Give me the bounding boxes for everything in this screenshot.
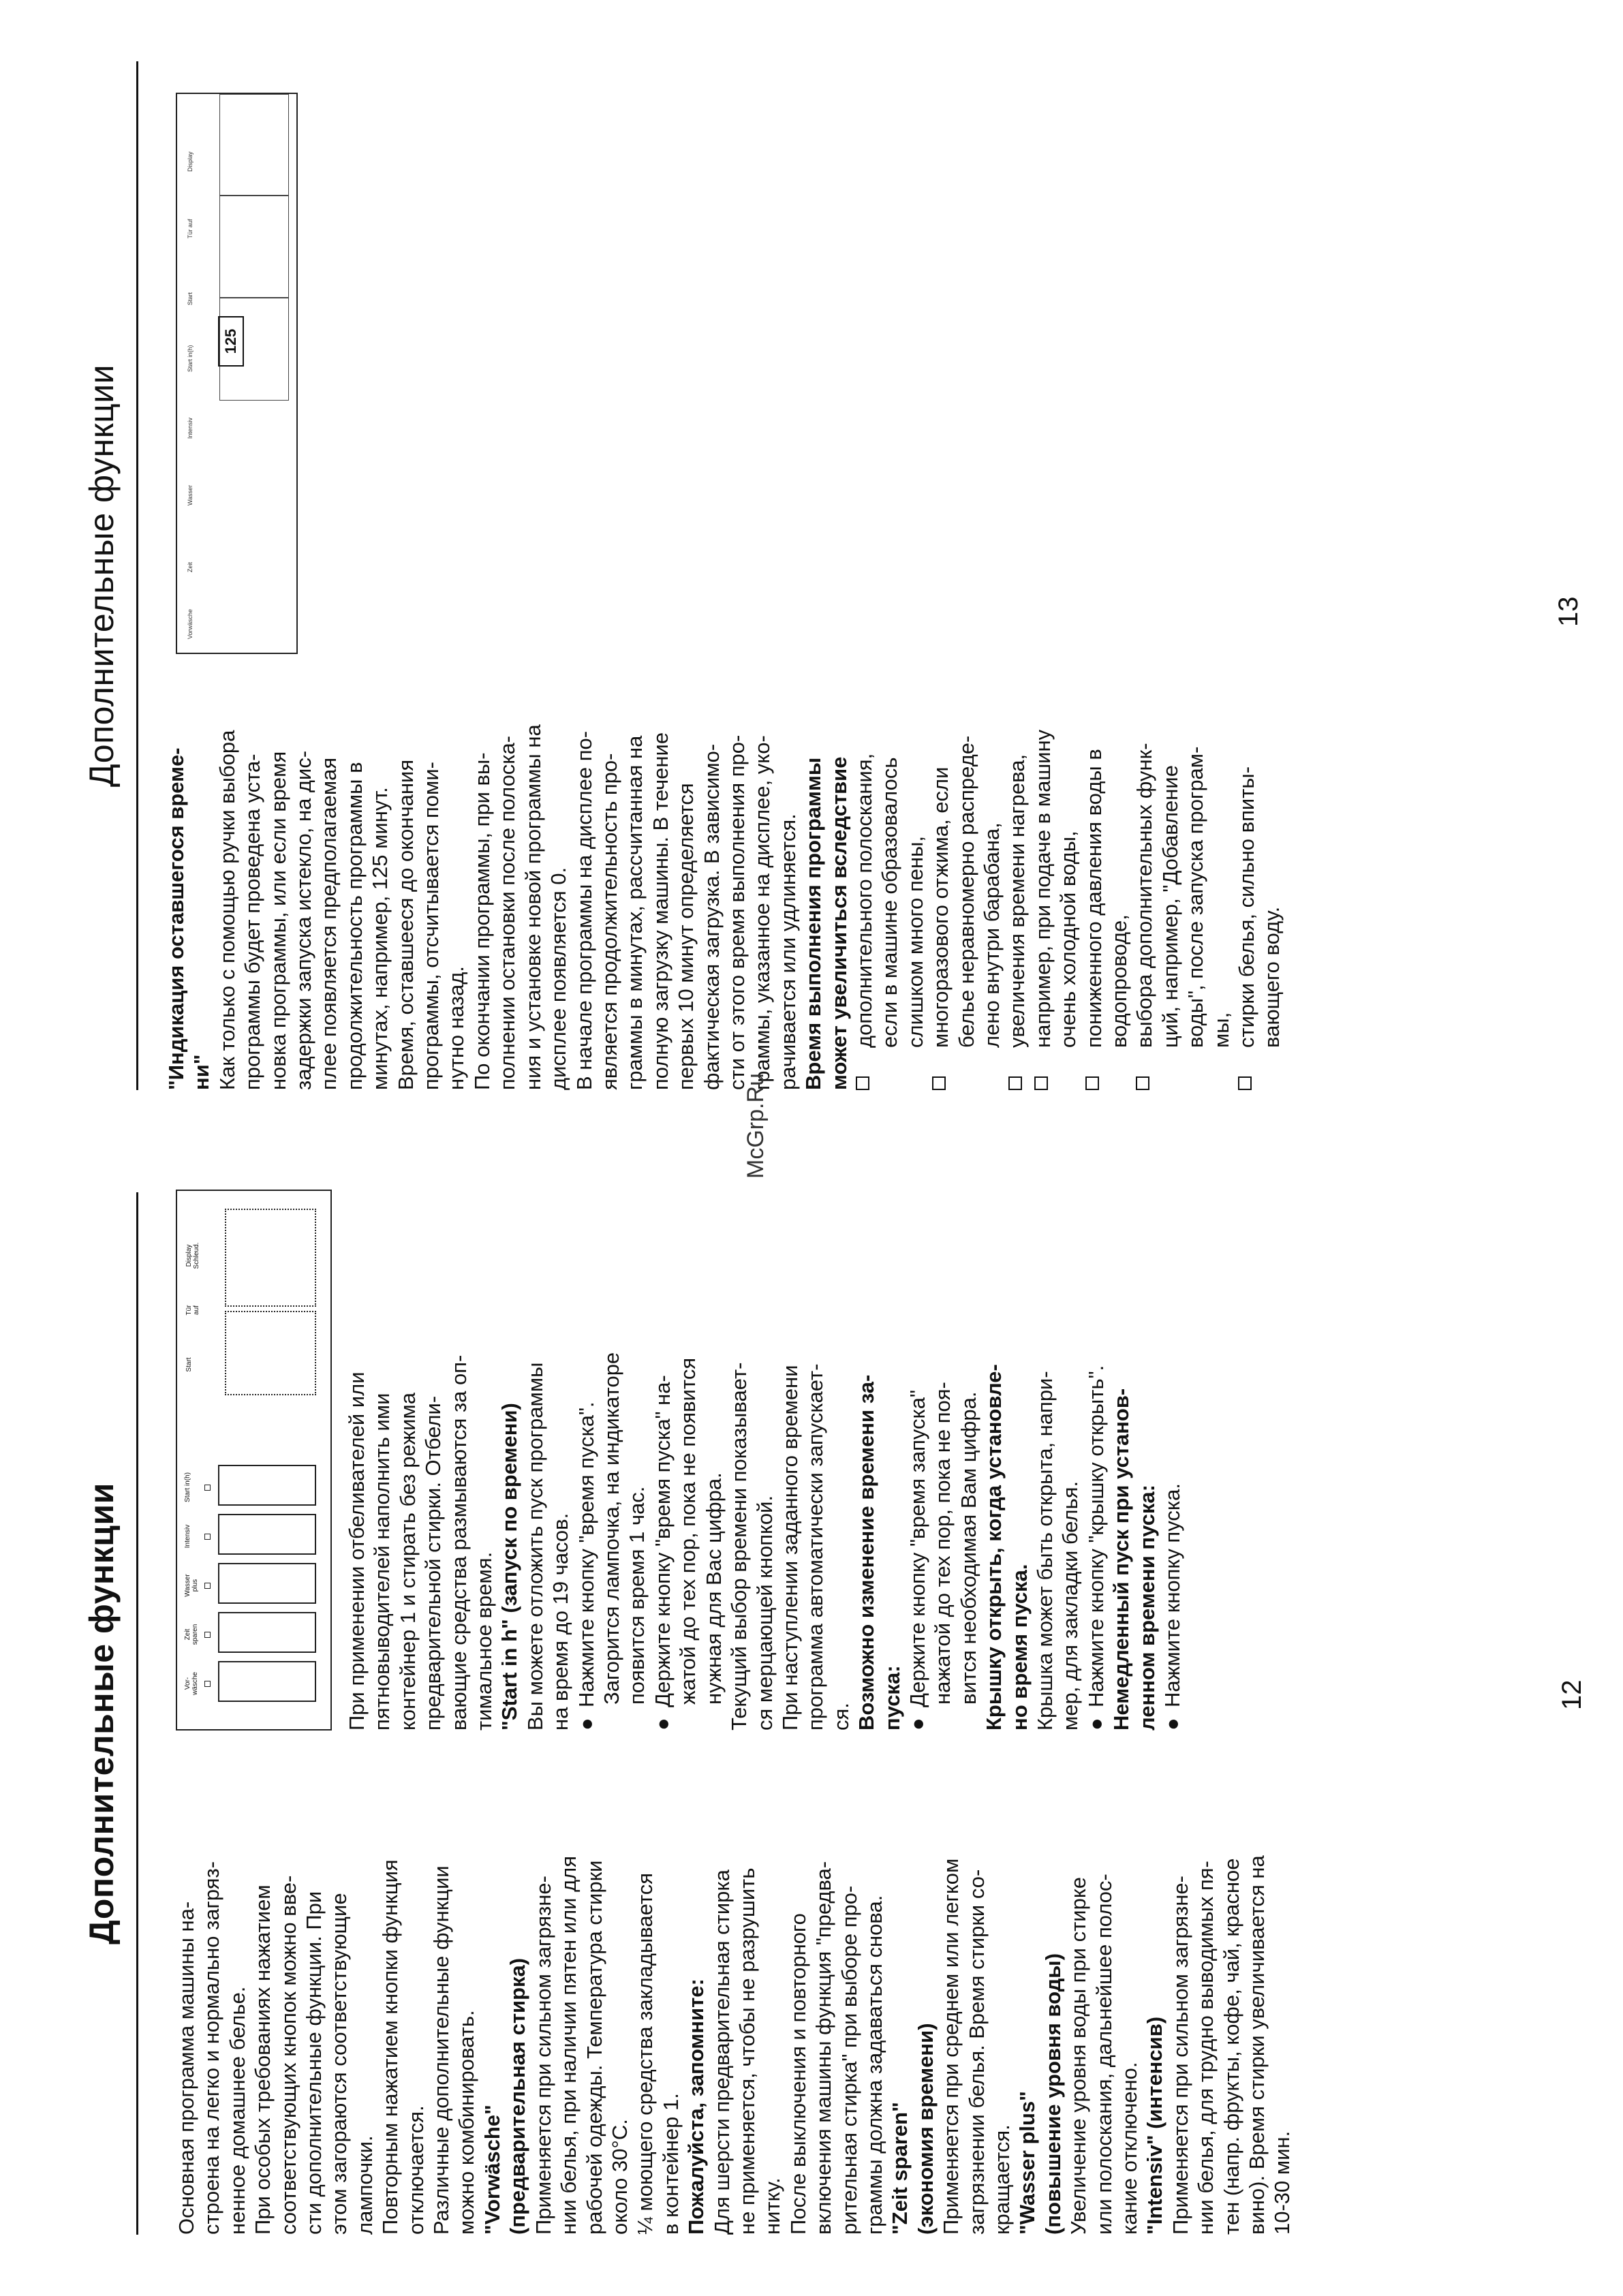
text-line	[624, 1185, 649, 1731]
text-line-content: граммы должна задаваться снова.	[862, 1895, 886, 2235]
text-line	[928, 668, 953, 1090]
text-line-content: дисплее появляется 0.	[546, 867, 571, 1090]
text-line	[301, 1744, 326, 2235]
text-line	[352, 1744, 377, 2235]
text-line	[420, 1185, 446, 1731]
text-line-content: Крышка может быть открыта, напри-	[1032, 1371, 1057, 1731]
text-line-content: новка программы, или если время	[266, 751, 290, 1090]
text-line	[1168, 1744, 1193, 2235]
text-line	[913, 1744, 938, 2235]
text-line	[1107, 668, 1132, 1090]
display-figure	[176, 93, 298, 654]
text-line-content: задержки запуска истекло, на дис-	[292, 750, 316, 1090]
text-line	[1193, 1744, 1218, 2235]
text-line	[709, 1744, 735, 2235]
text-line-content: загрязнении белья. Время стирки со-	[964, 1869, 989, 2235]
text-line-content: Пожалуйста, запомните:	[684, 1979, 709, 2235]
text-line-content: включения машины функция "предва-	[812, 1861, 836, 2235]
text-line-content: тен (напр. фрукты, кофе, чай, красное	[1219, 1858, 1243, 2235]
display-cell	[219, 195, 289, 298]
text-line	[1132, 668, 1157, 1090]
text-line-content: Немедленный пуск при установ-	[1109, 1388, 1134, 1731]
checkbox-bullet-icon	[856, 1076, 869, 1090]
text-line	[981, 1185, 1006, 1731]
text-line	[1015, 1744, 1040, 2235]
text-line-content: Держите кнопку "время запуска"	[905, 1389, 929, 1707]
text-line	[505, 1744, 530, 2235]
text-line	[342, 668, 367, 1090]
text-line-content: продолжительность программы в	[342, 762, 367, 1090]
text-line	[752, 1185, 777, 1731]
text-line	[497, 1185, 522, 1731]
text-line-content: не применяется, чтобы не разрушить	[735, 1867, 759, 2235]
text-line-content: Загорится лампочка, на индикаторе	[600, 1352, 624, 1705]
text-line-content: мер, для закладки белья.	[1058, 1480, 1083, 1731]
text-line-content: "Wasser plus"	[1015, 2091, 1040, 2235]
text-line-content: Применяется при сильном загрязне-	[531, 1876, 555, 2235]
text-line	[316, 668, 341, 1090]
text-line	[1055, 668, 1081, 1090]
text-line	[174, 1744, 199, 2235]
text-line	[395, 1185, 420, 1731]
text-line	[826, 668, 852, 1090]
text-line	[811, 1744, 836, 2235]
text-line	[1234, 668, 1259, 1090]
panel-button	[218, 1465, 316, 1506]
text-line	[199, 1744, 224, 2235]
text-line	[607, 1744, 632, 2235]
text-line-content: нии белья, при наличии пятен или для	[557, 1855, 581, 2235]
text-line-content: пуска:	[880, 1665, 904, 1731]
panel-button-label: Intensiv	[184, 1524, 191, 1549]
bullet-icon: ●	[650, 1718, 675, 1731]
text-line-content: нутно назад.	[444, 966, 469, 1090]
text-line	[801, 668, 826, 1090]
text-line-content: белье неравномерно распреде-	[954, 735, 978, 1048]
text-line-content: Увеличение уровня воды при стирке	[1066, 1876, 1091, 2235]
text-line-content: но время пуска.	[1007, 1564, 1032, 1731]
text-line-content: может увеличиться вследствие	[826, 756, 851, 1090]
text-line	[582, 1744, 607, 2235]
text-line	[240, 668, 265, 1090]
text-line-content: Держите кнопку "время пуска" на-	[650, 1375, 675, 1707]
text-line-content: Применяется при сильном загрязне-	[1168, 1876, 1192, 2235]
text-line	[1269, 1744, 1295, 2235]
display-label: Wasser	[187, 484, 194, 506]
text-line	[724, 668, 749, 1090]
text-line-content: нитку.	[760, 2177, 785, 2235]
text-line-content: программы будет проведена уста-	[241, 754, 265, 1090]
panel-button	[218, 1514, 316, 1555]
text-line	[393, 668, 418, 1090]
text-line	[1040, 1744, 1066, 2235]
text-line	[250, 1744, 275, 2235]
text-line	[1081, 668, 1107, 1090]
text-line	[1007, 1185, 1032, 1731]
panel-button	[218, 1612, 316, 1653]
text-line-content: Нажмите кнопку "время пуска".	[574, 1401, 598, 1707]
text-line	[877, 668, 902, 1090]
text-line-content: фактическая загрузка. В зависимо-	[699, 743, 724, 1090]
text-line-content: стирки белья, сильно впиты-	[1235, 766, 1259, 1048]
text-line	[1092, 1744, 1117, 2235]
text-column	[164, 668, 1285, 1090]
text-line	[599, 1185, 624, 1731]
text-line	[472, 1185, 497, 1731]
text-line	[632, 1744, 658, 2235]
text-line	[648, 668, 673, 1090]
text-line-content: "Intensiv" (интенсив)	[1143, 2016, 1167, 2235]
text-line	[495, 668, 520, 1090]
text-line	[749, 668, 775, 1090]
text-line-content: первых 10 минут определяется	[674, 783, 698, 1090]
page-header	[48, 1192, 138, 2235]
panel-area	[225, 1209, 316, 1307]
text-line-content: программы, отсчитывается поми-	[419, 762, 444, 1090]
text-line	[418, 668, 444, 1090]
text-line-content: рачивается или удлиняется.	[775, 813, 800, 1090]
panel-label: Start	[185, 1357, 193, 1372]
text-line	[521, 668, 546, 1090]
text-line-content: Крышку открыть, когда установле-	[982, 1364, 1006, 1731]
text-line	[735, 1744, 760, 2235]
text-line-content: лампочки.	[352, 2135, 377, 2235]
text-line	[215, 668, 240, 1090]
text-line-content: появится время 1 час.	[625, 1486, 649, 1705]
text-line-content: При применении отбеливателей или	[345, 1371, 369, 1731]
text-line-content: полнении остановки после полоска-	[495, 735, 520, 1090]
text-line-content: "Vorwäsche"	[480, 2105, 504, 2235]
text-line	[880, 1185, 905, 1731]
text-line	[862, 1744, 887, 2235]
text-line	[938, 1744, 963, 2235]
text-line	[777, 1185, 803, 1731]
text-line	[658, 1744, 683, 2235]
panel-button	[218, 1661, 316, 1702]
indicator-lamp-icon	[204, 1534, 211, 1540]
text-line-content: программа автоматически запускает-	[803, 1363, 828, 1731]
text-line-content: При особых требованиях нажатием	[251, 1884, 275, 2235]
text-line	[699, 668, 724, 1090]
text-line	[1244, 1744, 1269, 2235]
text-line-content: рабочей одежды. Температура стирки	[582, 1860, 606, 2235]
page-number: 12	[1557, 1679, 1587, 1710]
bullet-icon: ●	[1160, 1718, 1184, 1731]
text-line	[454, 1744, 479, 2235]
page-header	[48, 61, 138, 1090]
text-line-content: При наступлении заданного времени	[777, 1365, 802, 1731]
text-line-content: Применяется при среднем или легком	[939, 1858, 963, 2235]
text-line-content: предварительной стирки. Отбели-	[421, 1395, 446, 1731]
text-line	[1083, 1185, 1109, 1731]
text-line-content: ни"	[189, 1054, 214, 1090]
text-line	[572, 668, 597, 1090]
text-line-content: соответствующих кнопок можно вве-	[276, 1875, 300, 2235]
page-12	[0, 1145, 1623, 2296]
checkbox-bullet-icon	[1136, 1076, 1149, 1090]
text-line-content: рительная стирка" при выборе про-	[837, 1885, 861, 2235]
text-line	[803, 1185, 828, 1731]
text-line-content: мы,	[1209, 1012, 1233, 1048]
text-line-content: Время, оставшееся до окончания	[393, 759, 418, 1090]
text-line-content: ленном времени пуска:	[1134, 1485, 1159, 1731]
text-line-content: сти дополнительные функции. При	[302, 1891, 326, 2235]
text-line-content: Как только с помощью ручки выбора	[215, 730, 239, 1090]
display-label: Display	[187, 151, 194, 172]
text-line	[225, 1744, 250, 2235]
text-line	[979, 668, 1004, 1090]
text-line-content: (предварительная стирка)	[506, 1957, 530, 2235]
text-line-content: сти от этого время выполнения про-	[724, 734, 749, 1090]
text-line	[326, 1744, 352, 2235]
indicator-lamp-icon	[204, 1583, 211, 1589]
display-label: Zeit	[187, 561, 194, 572]
text-line-content: граммы, указанное на дисплее, уко-	[750, 735, 775, 1090]
text-line	[854, 1185, 879, 1731]
text-line-content: дополнительного полоскания,	[852, 753, 876, 1048]
page-number: 13	[1554, 596, 1583, 627]
text-line	[1066, 1744, 1091, 2235]
text-line-content: воды", после запуска програм-	[1184, 746, 1208, 1048]
text-line	[989, 1744, 1015, 2235]
text-column-1	[174, 1744, 1295, 2235]
text-line	[675, 1185, 700, 1731]
panel-button-label: Wasser plus	[184, 1574, 199, 1597]
checkbox-bullet-icon	[932, 1076, 946, 1090]
text-line-content: минутах, например, 125 минут.	[368, 787, 392, 1090]
bullet-icon: ●	[574, 1718, 598, 1731]
indicator-lamp-icon	[204, 1485, 211, 1491]
page-title: Дополнительные функции	[82, 1483, 121, 1944]
text-line-content: вино). Время стирки увеличивается на	[1245, 1855, 1269, 2235]
text-line-content: Текущий выбор времени показывает-	[727, 1362, 752, 1731]
text-line-content: нужная для Вас цифра.	[701, 1472, 726, 1705]
text-line-content: Вы можете отложить пуск программы	[523, 1362, 547, 1731]
text-line-content: кращается.	[990, 2124, 1014, 2235]
text-line	[622, 668, 647, 1090]
text-line-content: в контейнер 1.	[658, 2093, 683, 2235]
text-line-content: пониженного давления воды в	[1081, 749, 1106, 1048]
display-label: Intensiv	[187, 417, 194, 439]
panel-button-label: Vor- wäsche	[184, 1672, 199, 1695]
text-line-content: контейнер 1 и стирать без режима	[395, 1393, 420, 1731]
text-line-content: нии белья, для трудно выводимых пя-	[1194, 1861, 1218, 2235]
text-line-content: этом загораются соответствующие	[327, 1893, 352, 2235]
text-line	[726, 1185, 752, 1731]
text-line	[291, 668, 316, 1090]
text-line	[964, 1744, 989, 2235]
text-line-content: Повторным нажатием кнопки функция	[378, 1859, 403, 2235]
text-line-content: тимальное время.	[472, 1551, 497, 1731]
text-line-content: на время до 19 часов.	[548, 1512, 573, 1731]
text-line-content: ся мерцающей кнопкой.	[752, 1495, 777, 1731]
text-line	[1219, 1744, 1244, 2235]
text-line-content: "Индикация оставшегося време-	[164, 747, 188, 1090]
display-label: Vorwäsche	[187, 608, 194, 639]
text-line-content: пятновыводителей наполнить ими	[370, 1393, 395, 1731]
text-line-content: ния и установке новой программы на	[521, 724, 545, 1090]
display-label: Tür auf	[187, 219, 194, 238]
text-line	[1117, 1744, 1142, 2235]
text-line	[429, 1744, 454, 2235]
text-line-content: около 30°С.	[607, 2119, 632, 2235]
text-line	[1030, 668, 1055, 1090]
text-line-content: В начале программы на дисплее по-	[572, 730, 596, 1090]
text-line	[1259, 668, 1284, 1090]
checkbox-bullet-icon	[1034, 1076, 1048, 1090]
text-line-content: кание отключено.	[1117, 2062, 1142, 2235]
text-line	[546, 668, 571, 1090]
text-line-content: (повышение уровня воды)	[1040, 1953, 1065, 2235]
text-line	[903, 668, 928, 1090]
text-line	[1032, 1185, 1057, 1731]
panel-label: Display Schleud.	[185, 1242, 200, 1269]
display-label: Start	[187, 292, 194, 305]
text-line-content: водопроводе,	[1107, 914, 1132, 1048]
text-line-content: многоразового отжима, если	[929, 766, 953, 1048]
text-line	[760, 1744, 785, 2235]
text-line	[276, 1744, 301, 2235]
text-line	[852, 668, 877, 1090]
page-13	[0, 0, 1623, 1145]
text-line	[956, 1185, 981, 1731]
text-line-content: строена на легко и нормально загряз-	[200, 1861, 224, 2235]
text-line	[377, 1744, 403, 2235]
text-line	[548, 1185, 573, 1731]
text-line	[1134, 1185, 1160, 1731]
text-line-content: жатой до тех пор, пока не появится	[676, 1357, 700, 1705]
text-line-content: ¼ моющего средства закладывается	[633, 1873, 658, 2235]
text-line	[905, 1185, 930, 1731]
panel-button	[218, 1563, 316, 1604]
checkbox-bullet-icon	[1085, 1076, 1099, 1090]
display-cell	[219, 94, 289, 196]
text-line-content: Для шерсти предварительная стирка	[709, 1870, 734, 2235]
text-line	[597, 668, 622, 1090]
panel-button-label: Start in(h)	[184, 1472, 191, 1502]
text-line-content: Различные дополнительные функции	[429, 1865, 454, 2235]
display-label: Start in(h)	[187, 345, 194, 372]
text-line	[523, 1185, 548, 1731]
text-line-content: По окончании программы, при вы-	[469, 752, 494, 1090]
text-line	[701, 1185, 726, 1731]
text-line-content: "Zeit sparen"	[888, 2102, 912, 2235]
text-line-content: Нажмите кнопку пуска.	[1160, 1483, 1184, 1707]
text-line-content: очень холодной воды,	[1056, 831, 1081, 1048]
indicator-lamp-icon	[204, 1681, 211, 1687]
text-line	[369, 1185, 395, 1731]
text-line-content: если в машине образовалось	[878, 757, 902, 1048]
text-line	[531, 1744, 556, 2235]
text-line-content: вится необходимая Вам цифра.	[956, 1391, 980, 1705]
text-line	[1183, 668, 1208, 1090]
text-line	[887, 1744, 912, 2235]
text-line	[775, 668, 801, 1090]
text-line-content: ций, например, "Добавление	[1158, 765, 1182, 1048]
text-line	[837, 1744, 862, 2235]
remaining-time-readout: 125	[218, 316, 244, 367]
bullet-icon: ●	[1083, 1718, 1108, 1731]
text-line-content: После выключения и повторного	[786, 1913, 810, 2235]
text-line-content: лено внутри барабана,	[980, 822, 1004, 1048]
text-line	[683, 1744, 709, 2235]
text-line	[367, 668, 392, 1090]
text-line	[480, 1744, 505, 2235]
text-line-content: отключается.	[403, 2105, 428, 2235]
page-title: Дополнительные функции	[82, 364, 121, 788]
text-line	[164, 668, 189, 1090]
text-line	[266, 668, 291, 1090]
text-line	[556, 1744, 581, 2235]
text-line-content: можно комбинировать.	[454, 2010, 479, 2235]
text-line	[1158, 668, 1183, 1090]
panel-label: Tür auf	[185, 1305, 200, 1316]
text-line	[574, 1185, 599, 1731]
text-line	[344, 1185, 369, 1731]
text-line	[954, 668, 979, 1090]
text-line	[1209, 668, 1234, 1090]
text-line	[786, 1744, 811, 2235]
text-line-content: нажатой до тех пор, пока не поя-	[931, 1382, 955, 1705]
bullet-icon: ●	[905, 1718, 929, 1731]
text-line-content: "Start in h" (запуск по времени)	[497, 1403, 522, 1731]
text-line	[1057, 1185, 1083, 1731]
text-line	[1142, 1744, 1167, 2235]
control-panel-figure	[176, 1190, 332, 1731]
text-line	[650, 1185, 675, 1731]
text-line	[189, 668, 214, 1090]
text-line-content: является продолжительность про-	[597, 753, 621, 1090]
text-line-content: ся.	[829, 1703, 853, 1731]
text-line-content: выбора дополнительных функ-	[1132, 743, 1157, 1048]
text-line-content: граммы в минутах, рассчитанная на	[623, 735, 647, 1090]
text-line	[444, 668, 469, 1090]
text-line-content: ненное домашнее белье.	[225, 1986, 249, 2235]
text-line-content: (экономия времени)	[913, 2023, 938, 2235]
text-line-content: слишком много пены,	[903, 835, 927, 1048]
text-line	[1160, 1185, 1185, 1731]
text-line-content: вающего воду.	[1260, 906, 1284, 1048]
text-line	[446, 1185, 472, 1731]
text-line-content: полную загрузку машины. В течение	[648, 732, 673, 1090]
text-line	[930, 1185, 955, 1731]
text-line-content: 10-30 мин.	[1270, 2130, 1295, 2235]
panel-button-label: Zeit sparen	[184, 1624, 199, 1645]
panel-area	[225, 1311, 316, 1395]
text-line-content: Нажмите кнопку "крышку открыть".	[1083, 1365, 1108, 1707]
text-line-content: Время выполнения программы	[801, 757, 826, 1090]
text-line	[469, 668, 495, 1090]
text-line-content: вающие средства размываются за оп-	[446, 1354, 471, 1731]
text-line	[1109, 1185, 1134, 1731]
indicator-lamp-icon	[204, 1632, 211, 1638]
text-line-content: Возможно изменение времени за-	[854, 1374, 879, 1731]
checkbox-bullet-icon	[1238, 1076, 1252, 1090]
text-column-2	[344, 1185, 1185, 1731]
checkbox-bullet-icon	[1008, 1076, 1022, 1090]
text-line-content: или полоскания, дальнейшее полос-	[1092, 1874, 1116, 2235]
text-line-content: например, при подаче в машину	[1030, 729, 1055, 1048]
text-line-content: Основная программа машины на-	[174, 1901, 198, 2235]
text-line	[403, 1744, 429, 2235]
text-line-content: увеличения времени нагрева,	[1005, 754, 1030, 1048]
watermark: McGrp.Ru	[743, 1073, 769, 1179]
text-line	[673, 668, 698, 1090]
text-line-content: плее появляется предполагаемая	[317, 757, 341, 1090]
text-line	[829, 1185, 854, 1731]
text-line	[1004, 668, 1030, 1090]
